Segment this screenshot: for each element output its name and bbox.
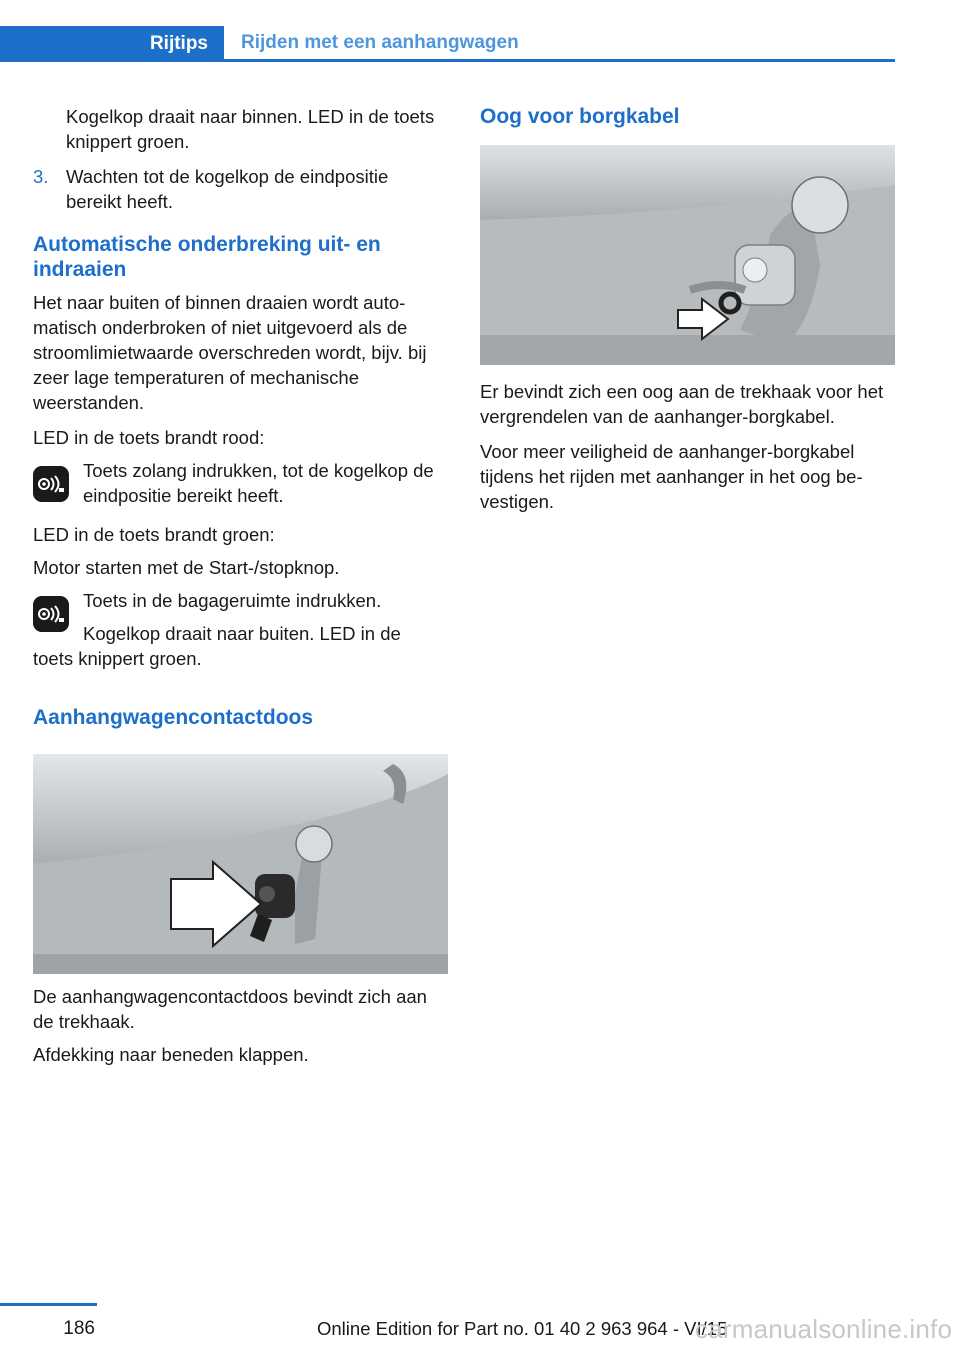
trailer-hitch-button-icon <box>33 596 69 632</box>
trailer-socket-illustration <box>33 754 448 974</box>
socket-location-text: De aanhangwagencontactdoos bevindt zich aan de trekhaak. <box>33 986 427 1032</box>
step-number: 3. <box>33 166 49 187</box>
page-header <box>0 26 895 62</box>
led-red-text: LED in de toets brandt rood: <box>33 427 265 448</box>
step-continuation: Kogelkop draait naar binnen. LED in de toets knippert groen. <box>66 106 435 152</box>
auto-interrupt-paragraph: Het naar buiten of binnen draaien wordt automatisch onderbroken of niet uitgevoerd als de stroomlimietwaarde overschreden wordt, bijv. bij zeer lage temperaturen of mechanische weerstanden. <box>33 292 427 413</box>
watermark: carmanualsonline.info <box>695 1314 953 1344</box>
header-section[interactable]: Rijtips <box>149 33 208 54</box>
boot-instruction-text: Toets in de bagageruimte indrukken. <box>83 590 382 611</box>
eye-location-text: Er bevindt zich een oog aan de trekhaak voor het vergrendelen van de aanhanger-borgkabel. <box>480 381 884 427</box>
swing-out-text: Kogelkop draait naar buiten. LED in de toets knippert groen. <box>33 623 401 669</box>
header-chapter[interactable]: Rijden met een aanhangwagen <box>241 32 519 53</box>
trailer-hitch-button-icon <box>33 466 69 502</box>
edition-text: Online Edition for Part no. 01 40 2 963 964 - VI/15 <box>317 1318 728 1339</box>
boot-instruction <box>33 588 443 613</box>
footer-rule <box>0 1303 97 1306</box>
heading-safety-cable-eye: Oog voor borgkabel <box>480 105 680 128</box>
step-text: Wachten tot de kogelkop de eindpositie bereikt heeft. <box>66 166 389 212</box>
heading-auto-interrupt: Automatische onderbreking uit- en indraaien <box>33 233 381 281</box>
cover-instruction-text: Afdekking naar beneden klappen. <box>33 1044 309 1065</box>
heading-trailer-socket: Aanhangwagencontactdoos <box>33 706 314 729</box>
left-column <box>33 104 443 1067</box>
right-column <box>480 104 895 514</box>
header-rule <box>224 59 895 62</box>
press-instruction-text: Toets zolang indrukken, tot de kogelkop de eindpositie bereikt heeft. <box>83 460 434 506</box>
eye-safety-text: Voor meer veiligheid de aanhanger-borgkabel tijdens het rijden met aanhanger in het oog bevestigen. <box>480 441 863 512</box>
press-instruction <box>33 458 443 508</box>
page-number: 186 <box>63 1318 95 1339</box>
safety-cable-eye-illustration <box>480 145 895 365</box>
motor-start-text: Motor starten met de Start-/stopknop. <box>33 557 340 578</box>
led-green-text: LED in de toets brandt groen: <box>33 524 275 545</box>
step-3 <box>33 164 443 214</box>
